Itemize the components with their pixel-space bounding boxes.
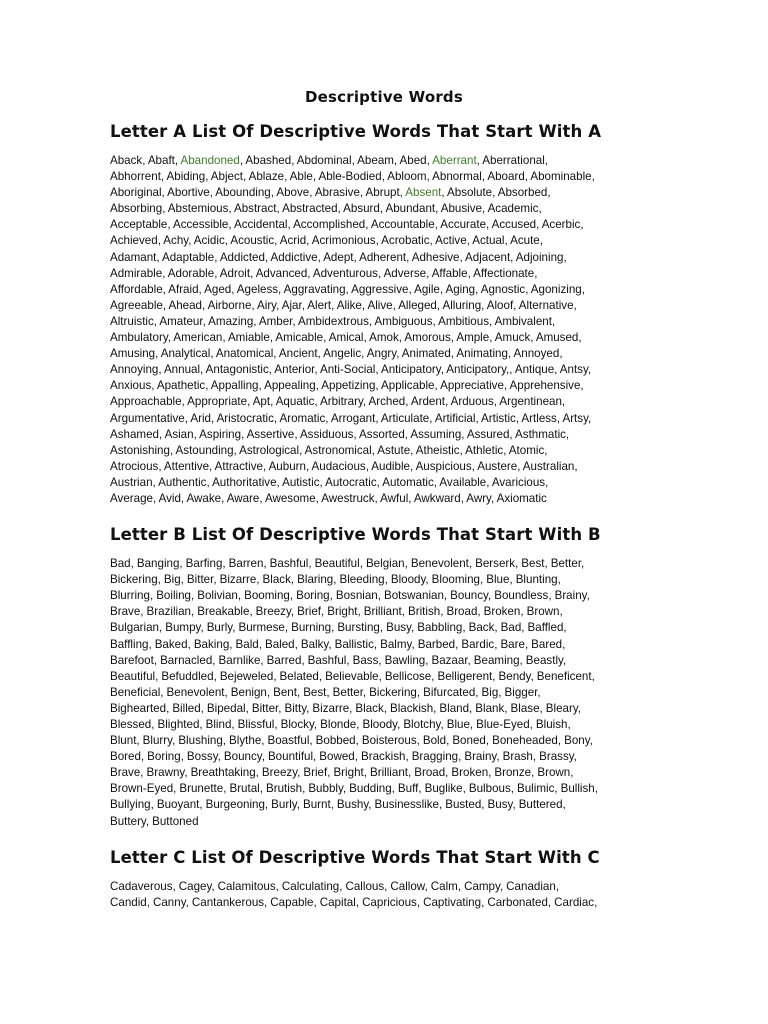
word-text: Annoying, Annual, Antagonistic, Anterior, Anti-Social, Anticipatory, Anticipatory,, Antique, Antsy, [110,363,592,377]
text-line [110,201,658,217]
document-page [110,88,658,929]
text-line [110,378,658,394]
word-text: Austrian, Authentic, Authoritative, Autistic, Autocratic, Automatic, Available, Avaricious, [110,475,549,489]
text-line [110,443,658,459]
word-text: Amusing, Analytical, Anatomical, Ancient, Angelic, Angry, Animated, Animating, Annoyed, [110,347,563,361]
word-text: Argumentative, Arid, Aristocratic, Aromatic, Arrogant, Articulate, Artificial, Artistic, Artless, Artsy, [110,411,592,425]
text-line [110,330,658,346]
word-text: , Aberrational, [476,154,549,167]
section-heading-c: Letter C List Of Descriptive Words That Start With C [110,847,600,867]
highlighted-word[interactable]: Abandoned [180,154,240,167]
text-line [110,814,658,830]
word-text: Cadaverous, Cagey, Calamitous, Calculating, Callous, Callow, Calm, Campy, Canadian, [110,879,560,893]
word-text: Blurring, Boiling, Bolivian, Booming, Boring, Bosnian, Botswanian, Bouncy, Boundless, Brainy, [110,589,590,603]
text-line [110,362,658,378]
text-line [110,669,658,685]
word-text: Absorbing, Abstemious, Abstract, Abstracted, Absurd, Abundant, Abusive, Academic, [110,202,542,216]
text-line [110,233,658,249]
document-title: Descriptive Words [305,88,463,106]
word-text: Anxious, Apathetic, Appalling, Appealing, Appetizing, Applicable, Appreciative, Apprehensive, [110,379,584,393]
word-text: Average, Avid, Awake, Aware, Awesome, Awestruck, Awful, Awkward, Awry, Axiomatic [110,491,547,505]
text-line [110,685,658,701]
word-text: Beautiful, Befuddled, Bejeweled, Belated, Believable, Bellicose, Belligerent, Bendy, Beneficent, [110,669,595,683]
text-line [110,701,658,717]
text-line [110,620,658,636]
text-line [110,250,658,266]
word-text: Achieved, Achy, Acidic, Acoustic, Acrid, Acrimonious, Acrobatic, Active, Actual, Acute, [110,234,543,248]
section-heading-b: Letter B List Of Descriptive Words That Start With B [110,525,601,545]
text-line [110,717,658,733]
word-text: Aback, Abaft, [110,154,181,167]
text-line [110,895,658,911]
word-text: Abhorrent, Abiding, Abject, Ablaze, Able, Able-Bodied, Abloom, Abnormal, Aboard, Abominable, [110,170,595,184]
word-text: Blunt, Blurry, Blushing, Blythe, Boastful, Bobbed, Boisterous, Bold, Boned, Boneheaded, Bony, [110,734,593,748]
text-line [110,733,658,749]
word-text: Brave, Brawny, Breathtaking, Breezy, Brief, Bright, Brilliant, Broad, Broken, Bronze, Brown, [110,766,574,780]
word-list-a [110,153,658,507]
word-text: Aboriginal, Abortive, Abounding, Above, Abrasive, Abrupt, [110,186,406,200]
text-line [110,346,658,362]
text-line [110,765,658,781]
text-line [110,556,658,572]
text-line [110,394,658,410]
text-line [110,797,658,813]
word-text: Blessed, Blighted, Blind, Blissful, Blocky, Blonde, Bloody, Blotchy, Blue, Blue-Eyed, Bluish, [110,718,571,731]
word-text: Admirable, Adorable, Adroit, Advanced, Adventurous, Adverse, Affable, Affectionate, [110,266,538,280]
word-text: Agreeable, Ahead, Airborne, Airy, Ajar, Alert, Alike, Alive, Alleged, Alluring, Aloof, Alternative, [110,298,577,312]
text-line [110,572,658,588]
word-text: Bighearted, Billed, Bipedal, Bitter, Bitty, Bizarre, Black, Blackish, Bland, Blank, Blase, Bleary, [110,701,582,715]
word-text: Bad, Banging, Barfing, Barren, Bashful, Beautiful, Belgian, Benevolent, Berserk, Best, Better, [110,557,585,571]
word-text: Acceptable, Accessible, Accidental, Accomplished, Accountable, Accurate, Accused, Acerbic, [110,218,584,232]
word-text: Bickering, Big, Bitter, Bizarre, Black, Blaring, Bleeding, Bloody, Blooming, Blue, Blunting, [110,573,561,587]
text-line [110,459,658,475]
word-text: Brave, Brazilian, Breakable, Breezy, Brief, Bright, Brilliant, British, Broad, Broken, Brown, [110,605,563,619]
word-text: Approachable, Appropriate, Apt, Aquatic, Arbitrary, Arched, Ardent, Arduous, Argentinean, [110,395,566,409]
text-line [110,314,658,330]
text-line [110,604,658,620]
section-heading-a: Letter A List Of Descriptive Words That Start With A [110,122,602,141]
word-text: Ashamed, Asian, Aspiring, Assertive, Assiduous, Assorted, Assuming, Assured, Asthmatic, [110,427,570,441]
text-line [110,781,658,797]
word-text: , Absolute, Absorbed, [441,186,551,200]
text-line [110,298,658,314]
text-line [110,411,658,427]
highlighted-word[interactable]: Aberrant [432,154,477,167]
text-line [110,653,658,669]
word-list-b [110,556,658,830]
text-line [110,475,658,491]
word-text: Altruistic, Amateur, Amazing, Amber, Ambidextrous, Ambiguous, Ambitious, Ambivalent, [110,314,556,328]
text-line [110,637,658,653]
word-text: Astonishing, Astounding, Astrological, Astronomical, Astute, Atheistic, Athletic, Atomic, [110,443,548,457]
word-text: , Abashed, Abdominal, Abeam, Abed, [239,154,433,167]
word-text: Bored, Boring, Bossy, Bouncy, Bountiful, Bowed, Brackish, Bragging, Brainy, Brash, Brassy, [110,750,577,764]
word-text: Beneficial, Benevolent, Benign, Bent, Best, Better, Bickering, Bifurcated, Big, Bigger, [110,685,541,699]
text-line [110,217,658,233]
text-line [110,282,658,298]
word-text: Affordable, Afraid, Aged, Ageless, Aggravating, Aggressive, Agile, Aging, Agnostic, Agonizing, [110,282,585,296]
word-text: Bulgarian, Bumpy, Burly, Burmese, Burning, Bursting, Busy, Babbling, Back, Bad, Baffled, [110,621,567,635]
word-text: Bullying, Buoyant, Burgeoning, Burly, Burnt, Bushy, Businesslike, Busted, Busy, Buttered, [110,798,566,812]
text-line [110,266,658,282]
word-list-c [110,879,658,911]
text-line [110,749,658,765]
highlighted-word[interactable]: Absent [405,186,442,200]
text-line [110,153,658,169]
word-text: Baffling, Baked, Baking, Bald, Baled, Balky, Ballistic, Balmy, Barbed, Bardic, Bare, Bared, [110,637,566,651]
text-line [110,879,658,895]
word-text: Adamant, Adaptable, Addicted, Addictive, Adept, Adherent, Adhesive, Adjacent, Adjoining, [110,250,567,264]
text-line [110,491,658,507]
word-text: Buttery, Buttoned [110,814,199,828]
word-text: Ambulatory, American, Amiable, Amicable, Amical, Amok, Amorous, Ample, Amuck, Amused, [110,331,582,345]
text-line [110,185,658,201]
word-text: Atrocious, Attentive, Attractive, Auburn, Audacious, Audible, Auspicious, Austere, Australian, [110,459,578,473]
word-text: Brown-Eyed, Brunette, Brutal, Brutish, Bubbly, Budding, Buff, Buglike, Bulbous, Bulimic, Bullish, [110,782,598,796]
text-line [110,588,658,604]
text-line [110,169,658,185]
word-text: Candid, Canny, Cantankerous, Capable, Capital, Capricious, Captivating, Carbonated, Cardiac, [110,895,598,909]
text-line [110,427,658,443]
word-text: Barefoot, Barnacled, Barnlike, Barred, Bashful, Bass, Bawling, Bazaar, Beaming, Beastly, [110,653,567,667]
